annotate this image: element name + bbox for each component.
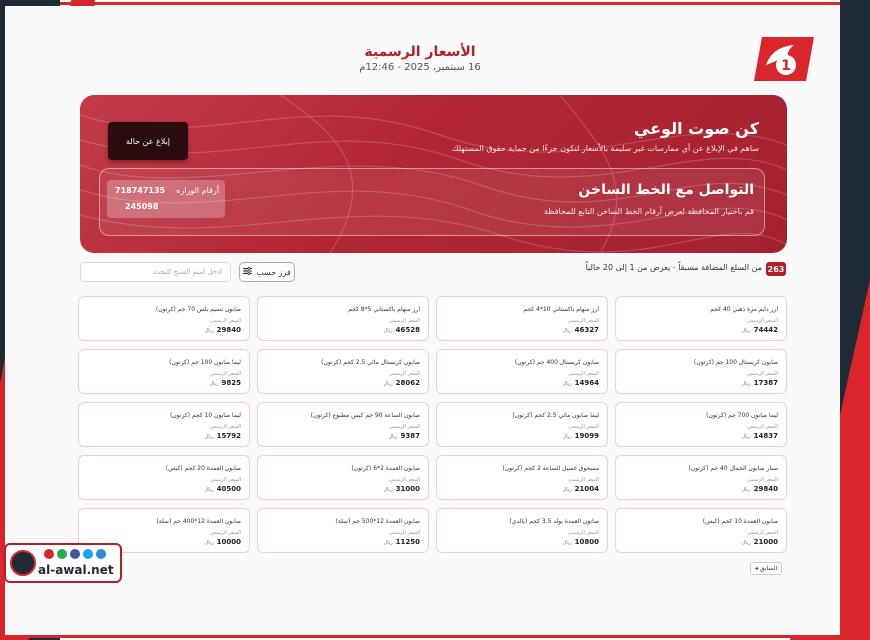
product-price xyxy=(563,485,599,493)
product-name: صابون العمدة 10 كجم (كيس) xyxy=(702,518,778,525)
price-value: 21000 xyxy=(753,538,778,546)
frame-line-bottom xyxy=(0,635,840,638)
price-value: 10000 xyxy=(216,538,241,546)
product-card[interactable] xyxy=(257,349,429,394)
price-label: السعر الرسمي xyxy=(388,318,420,324)
currency-label: ريال xyxy=(562,434,572,440)
sort-label: فرز حسب xyxy=(256,267,291,277)
product-price xyxy=(205,432,241,440)
product-price xyxy=(205,326,241,334)
hotline-section xyxy=(99,168,765,236)
product-price xyxy=(563,432,599,440)
product-price xyxy=(742,326,778,334)
price-value: 9825 xyxy=(221,379,241,387)
previous-label: السابق xyxy=(759,565,778,572)
price-label: السعر الرسمي xyxy=(746,424,778,430)
product-card[interactable] xyxy=(78,455,250,500)
product-card[interactable] xyxy=(257,402,429,447)
currency-label: ريال xyxy=(383,487,393,493)
watermark-logo xyxy=(4,543,122,583)
product-name: صابون نسيم بلس 70 جم (كرتون) xyxy=(155,306,241,313)
report-case-button[interactable]: إبلاغ عن حالة xyxy=(108,122,188,160)
sort-icon xyxy=(243,267,252,277)
previous-page-button[interactable] xyxy=(750,562,782,575)
currency-label: ريال xyxy=(562,381,572,387)
product-price xyxy=(384,379,420,387)
price-label: السعر الرسمي xyxy=(209,424,241,430)
product-name: مسحوق غسيل الساعة 2 كجم (كرتون) xyxy=(502,465,599,472)
currency-label: ريال xyxy=(741,381,751,387)
youtube-icon xyxy=(44,549,54,559)
banner-subtitle: ساهم في الإبلاغ عن أي ممارسات غير سليمة بالأسعار لتكون جزءًا من حماية حقوق المستهلك xyxy=(451,144,759,153)
ministry-number[interactable]: 245098 xyxy=(125,202,159,211)
price-label: السعر الرسمي xyxy=(388,424,420,430)
currency-label: ريال xyxy=(741,328,751,334)
price-value: 17387 xyxy=(753,379,778,387)
ministry-number[interactable]: 718747135 xyxy=(115,186,166,195)
product-card[interactable] xyxy=(436,402,608,447)
price-value: 11250 xyxy=(395,538,420,546)
price-value: 74442 xyxy=(753,326,778,334)
product-card[interactable] xyxy=(436,455,608,500)
price-value: 31000 xyxy=(395,485,420,493)
watermark-emblem-icon xyxy=(10,550,36,576)
price-label: السعر الرسمي xyxy=(388,371,420,377)
price-label: السعر الرسمي xyxy=(567,318,599,324)
price-label: السعر الرسمي xyxy=(388,477,420,483)
product-name: أرز سهام باكستاني 5*8 كجم xyxy=(348,306,420,313)
product-price xyxy=(384,538,420,546)
product-name: سنار صابون الجمال 40 جم (كرتون) xyxy=(688,465,778,472)
product-card[interactable] xyxy=(615,296,787,341)
currency-label: ريال xyxy=(562,328,572,334)
price-value: 19099 xyxy=(574,432,599,440)
product-price xyxy=(742,379,778,387)
frame-line-top xyxy=(60,2,840,5)
price-label: السعر الرسمي xyxy=(388,530,420,536)
price-label: السعر الرسمي xyxy=(209,477,241,483)
product-price xyxy=(205,538,241,546)
price-label: السعر الرسمي xyxy=(567,424,599,430)
currency-label: ريال xyxy=(204,487,214,493)
product-price xyxy=(742,485,778,493)
page-date: 16 سبتمبر، 2025 - 12:46م xyxy=(359,62,481,73)
product-card[interactable] xyxy=(615,349,787,394)
price-label: السعر الرسمي xyxy=(746,530,778,536)
logo-icon xyxy=(752,35,816,83)
price-value: 14964 xyxy=(574,379,599,387)
product-count-badge: 263 xyxy=(766,262,786,276)
hotline-subtitle: قم باختيار المحافظة لعرض أرقام الخط الساخن التابع للمحافظة xyxy=(543,207,754,216)
product-price xyxy=(742,432,778,440)
product-card[interactable] xyxy=(436,296,608,341)
product-card[interactable] xyxy=(78,402,250,447)
whatsapp-icon xyxy=(57,549,67,559)
product-name: صابون العمدة بولد 3.5 كجم (بالدي) xyxy=(509,518,599,525)
price-value: 9387 xyxy=(400,432,420,440)
price-value: 21004 xyxy=(574,485,599,493)
product-grid xyxy=(78,296,787,553)
currency-label: ريال xyxy=(388,434,398,440)
price-label: السعر الرسمي xyxy=(209,318,241,324)
product-price xyxy=(384,326,420,334)
price-value: 15792 xyxy=(216,432,241,440)
product-name: صابون العمدة 2*6 (كرتون) xyxy=(351,465,420,472)
price-label: السعر الرسمي xyxy=(567,477,599,483)
product-count-text: من السلع المضافة مسبقاً - يعرض من 1 إلى 20 حالياً xyxy=(585,263,762,272)
product-name: صابون كريستال 400 جم (كرتون) xyxy=(514,359,599,366)
price-label: السعر الرسمي xyxy=(746,318,778,324)
price-value: 28062 xyxy=(395,379,420,387)
currency-label: ريال xyxy=(204,328,214,334)
banner-title: كن صوت الوعي xyxy=(633,119,759,138)
product-name: صابون كريستال مائي 2.5 كجم (كرتون) xyxy=(321,359,420,366)
sort-button[interactable] xyxy=(239,262,295,282)
price-value: 40500 xyxy=(216,485,241,493)
product-name: أرز دايم مزة ذهبي 40 كجم xyxy=(710,306,778,313)
currency-label: ريال xyxy=(383,540,393,546)
product-price xyxy=(563,538,599,546)
currency-label: ريال xyxy=(383,381,393,387)
price-value: 29840 xyxy=(216,326,241,334)
price-label: السعر الرسمي xyxy=(567,371,599,377)
currency-label: ريال xyxy=(204,434,214,440)
price-value: 10800 xyxy=(574,538,599,546)
product-card[interactable] xyxy=(615,455,787,500)
product-card[interactable] xyxy=(78,296,250,341)
product-name: صابون الساعة 90 جم كيس مطبوع (كرتون) xyxy=(310,412,420,419)
social-icons xyxy=(44,549,106,559)
price-label: السعر الرسمي xyxy=(209,530,241,536)
price-label: السعر الرسمي xyxy=(746,371,778,377)
hotline-title: التواصل مع الخط الساخن xyxy=(578,182,754,198)
twitter-icon xyxy=(83,549,93,559)
search-input[interactable] xyxy=(80,262,231,282)
product-price xyxy=(742,538,778,546)
product-name: صابون كريستال 100 جم (كرتون) xyxy=(693,359,778,366)
currency-label: ريال xyxy=(209,381,219,387)
price-label: السعر الرسمي xyxy=(746,477,778,483)
product-price xyxy=(384,485,420,493)
product-card[interactable] xyxy=(615,402,787,447)
page-title: الأسعار الرسمية xyxy=(364,44,476,60)
product-card[interactable] xyxy=(436,349,608,394)
svg-text:1: 1 xyxy=(781,58,791,74)
product-card[interactable] xyxy=(78,349,250,394)
product-name: ليما صابون 700 جم (كرتون) xyxy=(706,412,778,419)
price-value: 46327 xyxy=(574,326,599,334)
product-name: صابون العمدة 12*500 جم (سلة) xyxy=(335,518,420,525)
product-name: ليما صابون 100 جم (كرتون) xyxy=(169,359,241,366)
currency-label: ريال xyxy=(204,540,214,546)
product-card[interactable] xyxy=(257,296,429,341)
price-label: السعر الرسمي xyxy=(209,371,241,377)
product-price xyxy=(205,485,241,493)
product-name: صابون العمدة 20 كجم (كيس) xyxy=(165,465,241,472)
currency-label: ريال xyxy=(562,487,572,493)
currency-label: ريال xyxy=(741,487,751,493)
product-name: صابون العمدة 12*400 جم (سلة) xyxy=(156,518,241,525)
price-value: 14837 xyxy=(753,432,778,440)
product-card[interactable] xyxy=(257,455,429,500)
ministry-numbers-box xyxy=(107,180,225,218)
product-price xyxy=(563,326,599,334)
product-price xyxy=(389,432,420,440)
ministry-numbers-label: أرقام الوزاره xyxy=(176,186,219,195)
product-price xyxy=(563,379,599,387)
product-name: ليما صابون مائي 2.5 كجم (كرتون) xyxy=(512,412,599,419)
product-card[interactable] xyxy=(436,508,608,553)
currency-label: ريال xyxy=(741,434,751,440)
currency-label: ريال xyxy=(383,328,393,334)
product-name: ليما صابون 10 كجم (كرتون) xyxy=(169,412,241,419)
price-value: 29840 xyxy=(753,485,778,493)
awareness-banner xyxy=(80,95,787,253)
price-value: 46528 xyxy=(395,326,420,334)
telegram-icon xyxy=(96,549,106,559)
product-price xyxy=(210,379,241,387)
currency-label: ريال xyxy=(741,540,751,546)
arrow-left-icon: ◂ xyxy=(754,565,758,572)
product-card[interactable] xyxy=(615,508,787,553)
watermark-text: al-awal.net xyxy=(38,563,114,577)
price-label: السعر الرسمي xyxy=(567,530,599,536)
product-card[interactable] xyxy=(257,508,429,553)
facebook-icon xyxy=(70,549,80,559)
currency-label: ريال xyxy=(562,540,572,546)
product-name: أرز سهام باكستاني 10*4 كجم xyxy=(523,306,599,313)
